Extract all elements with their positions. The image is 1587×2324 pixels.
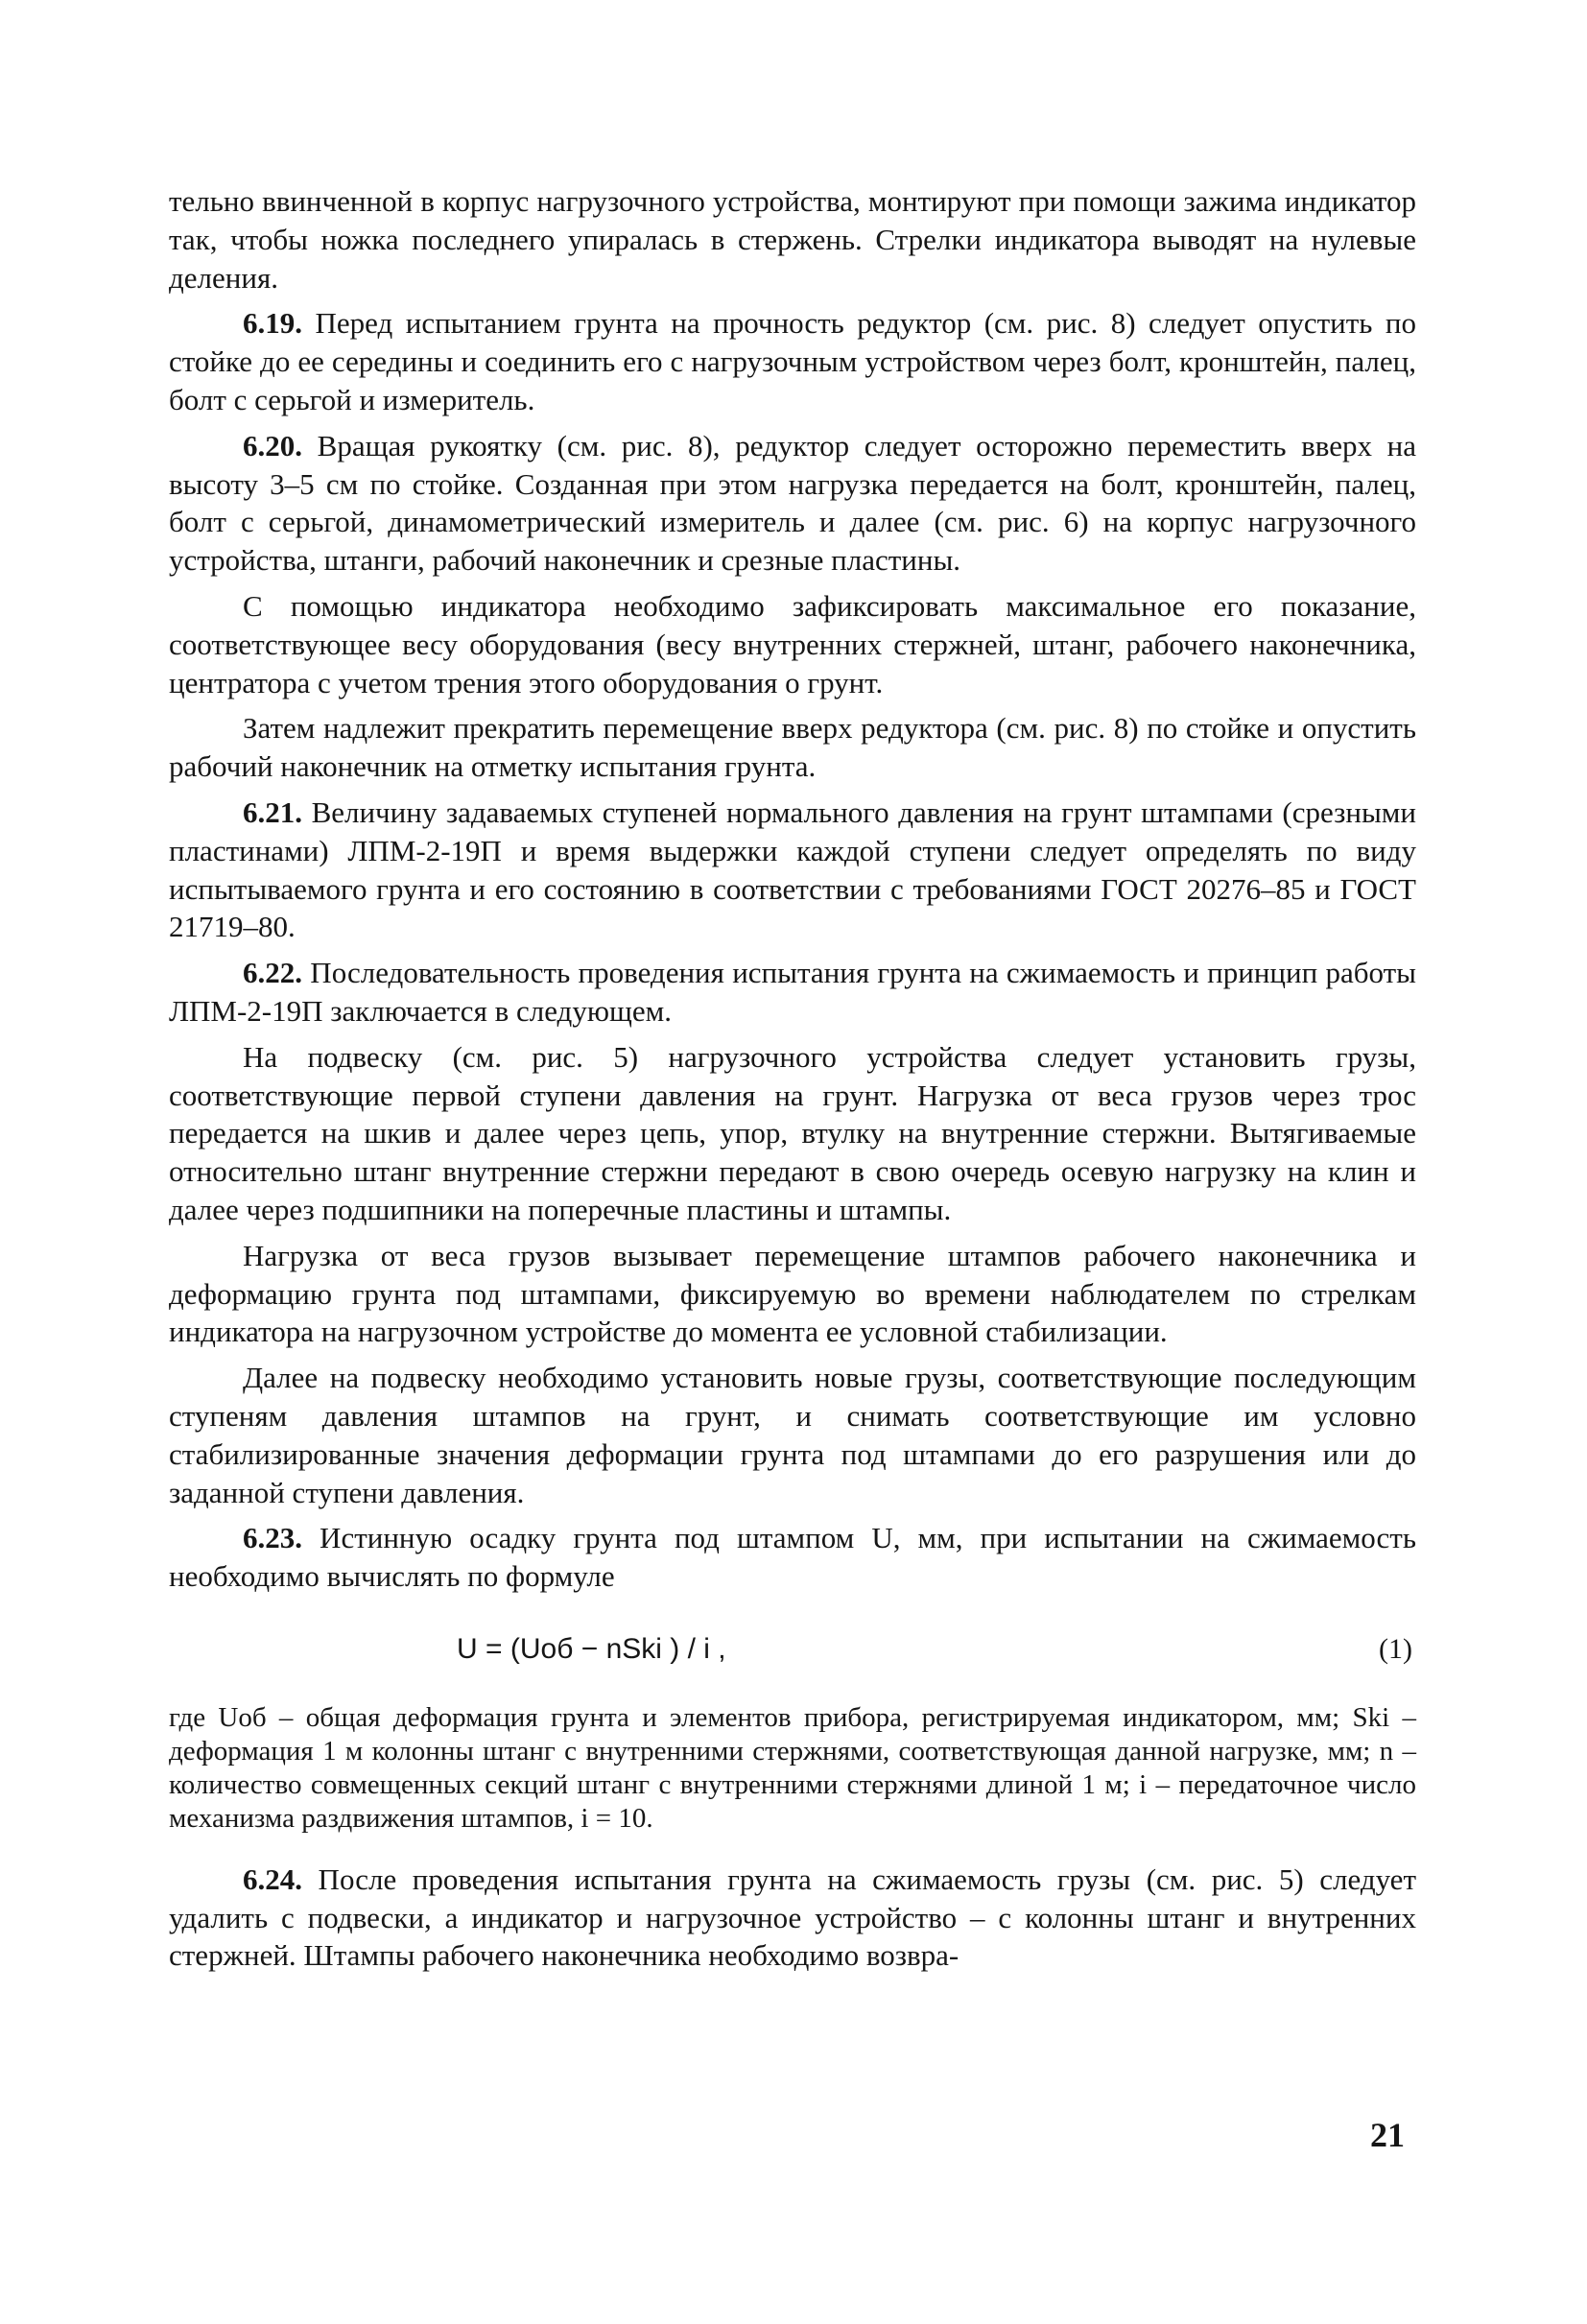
paragraph: На подвеску (см. рис. 5) нагрузочного устройства следует установить грузы, соответствующие первой ступени давления на грунт. Нагрузка от веса грузов через трос передается на шкив и далее через цепь, упор, втулку на внутренние стержни. Вытягиваемые относительно штанг внутренние стержни передают в свою очередь осевую нагрузку на клин и далее через подшипники на поперечные пластины и штампы. <box>169 1039 1416 1226</box>
section-number: 6.21. <box>243 794 302 829</box>
paragraph-6-23: 6.23. Истинную осадку грунта под штампом U, мм, при испытании на сжимаемость необходимо вычислять по формуле <box>169 1521 1416 1594</box>
section-number: 6.20. <box>243 428 302 462</box>
section-number: 6.19. <box>243 306 302 341</box>
section-number: 6.22. <box>243 956 302 990</box>
paragraph: Далее на подвеску необходимо установить новые грузы, соответствующие последующим ступеням давления штампов на грунт, и снимать соответствующие им условно стабилизированные значения деформации грунта под штампами до его разрушения или до заданной ступени давления. <box>169 1361 1416 1509</box>
paragraph-6-24: 6.24. После проведения испытания грунта на сжимаемость грузы (см. рис. 5) следует удалить с подвески, а индикатор и нагрузочное устройство – с колонны штанг и внутренних стержней. Штампы рабочего наконечника необходимо возвра- <box>169 1862 1416 1973</box>
page-number: 21 <box>1370 2116 1405 2154</box>
formula <box>169 1630 1416 1672</box>
paragraph-6-21: 6.21. Величину задаваемых ступеней нормального давления на грунт штампами (срезными пластинами) ЛПМ-2-19П и время выдержки каждой ступени следует определять по виду испытываемого грунта и его состоянию в соответствии с требованиями ГОСТ 20276–85 и ГОСТ 21719–80. <box>169 794 1416 944</box>
paragraph: С помощью индикатора необходимо зафиксировать максимальное его показание, соответствующее весу оборудования (весу внутренних стержней, штанг, рабочего наконечника, центратора с учетом трения этого оборудования о грунт. <box>169 588 1416 700</box>
formula-number: (1) <box>1379 1632 1412 1665</box>
paragraph-6-20: 6.20. Вращая рукоятку (см. рис. 8), редуктор следует осторожно переместить вверх на высоту 3–5 см по стойке. Созданная при этом нагрузка передается на болт, кронштейн, палец, болт с серьгой, динамометрический измеритель и далее (см. рис. 6) на корпус нагрузочного устройства, штанги, рабочий наконечник и срезные пластины. <box>169 428 1416 578</box>
section-number: 6.24. <box>243 1862 302 1896</box>
formula-expression: U = (Uоб − nSki ) / i , <box>457 1632 726 1665</box>
paragraph-6-22: 6.22. Последовательность проведения испытания грунта на сжимаемость и принцип работы ЛПМ-2-19П заключается в следующем. <box>169 956 1416 1028</box>
paragraph: Затем надлежит прекратить перемещение вверх редуктора (см. рис. 8) по стойке и опустить рабочий наконечник на отметку испытания грунта. <box>169 711 1416 784</box>
body-text <box>169 182 1416 1982</box>
paragraph: Нагрузка от веса грузов вызывает перемещение штампов рабочего наконечника и деформацию грунта под штампами, фиксируемую во времени наблюдателем по стрелкам индикатора на нагрузочном устройстве до момента ее условной стабилизации. <box>169 1238 1416 1349</box>
paragraph-6-19: 6.19. Перед испытанием грунта на прочность редуктор (см. рис. 8) следует опустить по стойке до ее середины и соединить его с нагрузочным устройством через болт, кронштейн, палец, болт с серьгой и измеритель. <box>169 306 1416 416</box>
section-number: 6.23. <box>243 1521 302 1555</box>
formula-legend: где Uоб – общая деформация грунта и элементов прибора, регистрируемая индикатором, мм; Ski – деформация 1 м колонны штанг с внутренними стержнями, соответствующая данной нагрузке, мм; n – количество совмещенных секций штанг с внутренними стержнями длиной 1 м; i – передаточное число механизма раздвижения штампов, i = 10. <box>169 1701 1416 1834</box>
paragraph-continued: тельно ввинченной в корпус нагрузочного устройства, монтируют при помощи зажима индикатор так, чтобы ножка последнего упиралась в стержень. Стрелки индикатора выводят на нулевые деления. <box>169 184 1416 295</box>
